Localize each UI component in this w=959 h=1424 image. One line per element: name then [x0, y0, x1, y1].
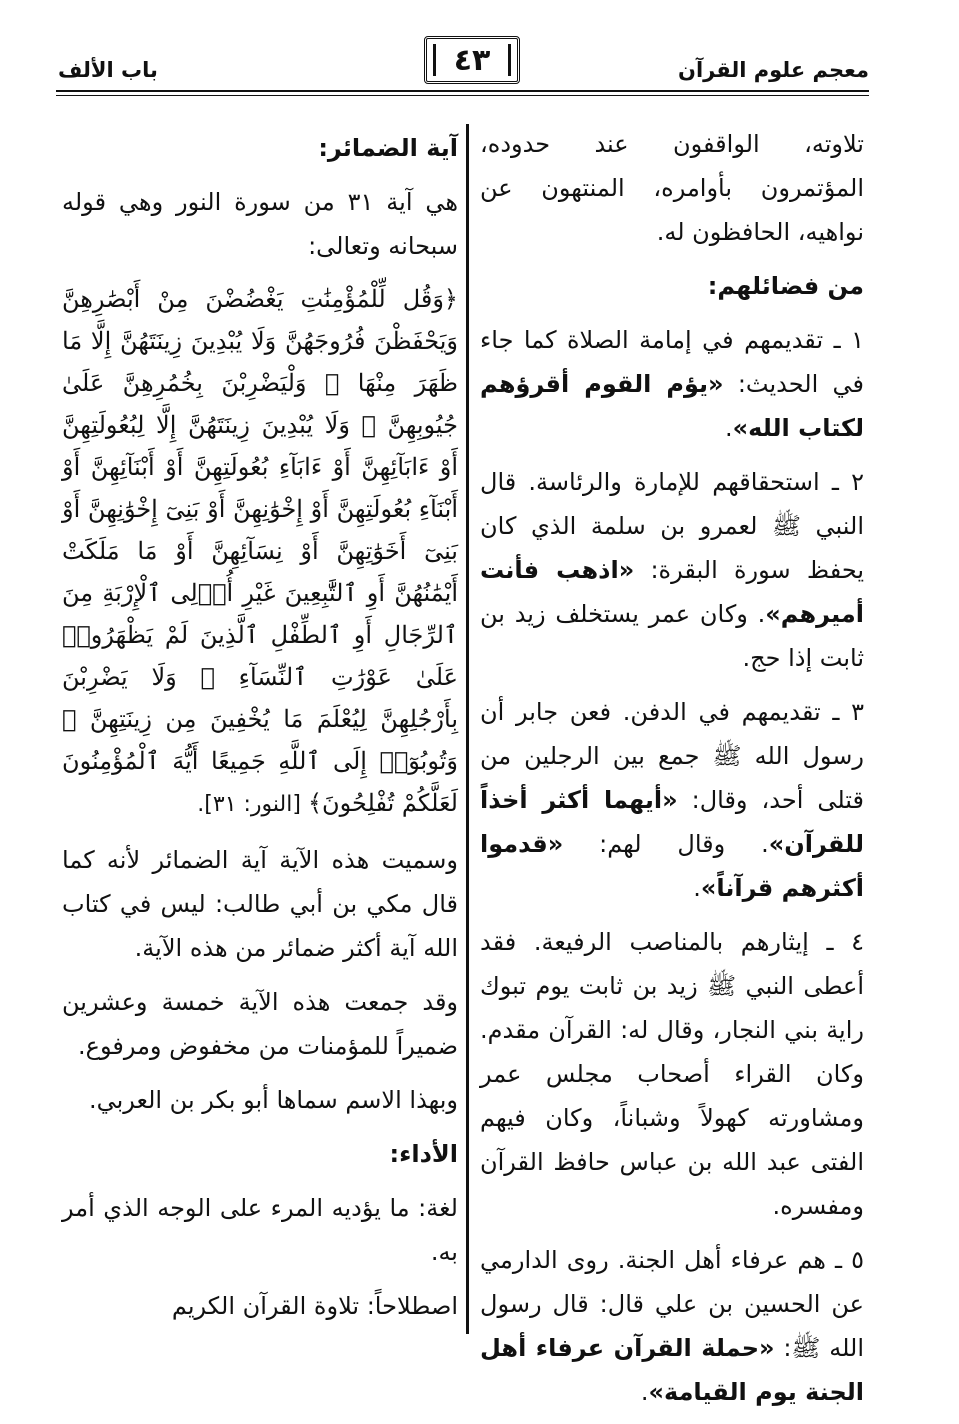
- damaer-intro: هي آية ٣١ من سورة النور وهي قوله سبحانه وتعالى:: [62, 188, 459, 260]
- hadith-quote: «أيهما أكثر أخذاً للقرآن»: [480, 786, 864, 858]
- page-number: ٤٣: [453, 42, 491, 78]
- paragraph-collected: وقد جمعت هذه الآية خمسة وعشرين ضميراً للمؤمنات من مخفوض ومرفوع.: [62, 988, 458, 1060]
- virtue-item-4: ٤ ـ إيثارهم بالمناصب الرفيعة. فقد أعطى النبي ﷺ زيد بن ثابت يوم تبوك راية بني النجار، وقال له: القرآن مقدم. وكان القراء أصحاب مجلس عمر ومشاورته كهولاً وشباناً، وكان فيهم الفتى عبد الله بن عباس حافظ القرآن ومفسره.: [480, 928, 864, 1220]
- virtue-item-5-text: ٥ ـ هم عرفاء أهل الجنة. روى الدارمي عن الحسين بن علي قال: قال رسول الله ﷺ:: [480, 1246, 864, 1362]
- paragraph-naming: وسميت هذه الآية آية الضمائر لأنه كما قال مكي بن أبي طالب: ليس في كتاب الله آية أكثر ضمائر من هذه الآية.: [62, 846, 458, 962]
- header-rule-thin: [56, 95, 869, 96]
- chapter-title: باب الألف: [58, 58, 158, 82]
- virtue-item-1: [480, 318, 864, 450]
- header-rule: [56, 90, 869, 92]
- virtue-item-1-end: .: [725, 414, 733, 442]
- virtue-item-3: [480, 690, 864, 910]
- book-title: معجم علوم القرآن: [678, 58, 869, 82]
- adaa-heading: الأداء:: [389, 1140, 458, 1168]
- hadith-quote: «قدموا أكثرهم قرآناً»: [480, 830, 864, 902]
- virtues-heading: من فضائلهم:: [707, 272, 864, 300]
- verse-text: ﴿وَقُل لِّلْمُؤْمِنَٰتِ يَغْضُضْنَ مِنْ أَبْصَٰرِهِنَّ وَيَحْفَظْنَ فُرُوجَهُنَّ وَلَا يُبْدِينَ زِينَتَهُنَّ إِلَّا مَا ظَهَرَ مِنْهَا ۖ وَلْيَضْرِبْنَ بِخُمُرِهِنَّ عَلَىٰ جُيُوبِهِنَّ ۖ وَلَا يُبْدِينَ زِينَتَهُنَّ إِلَّا لِبُعُولَتِهِنَّ أَوْ ءَابَآئِهِنَّ أَوْ ءَابَآءِ بُعُولَتِهِنَّ أَوْ أَبْنَآئِهِنَّ أَوْ أَبْنَآءِ بُعُولَتِهِنَّ أَوْ إِخْوَٰنِهِنَّ أَوْ بَنِىٓ إِخْوَٰنِهِنَّ أَوْ بَنِىٓ أَخَوَٰتِهِنَّ أَوْ نِسَآئِهِنَّ أَوْ مَا مَلَكَتْ أَيْمَٰنُهُنَّ أَوِ ٱلتَّٰبِعِينَ غَيْرِ أُو۟لِى ٱلْإِرْبَةِ مِنَ ٱلرِّجَالِ أَوِ ٱلطِّفْلِ ٱلَّذِينَ لَمْ يَظْهَرُوا۟ عَلَىٰ عَوْرَٰتِ ٱلنِّسَآءِ ۖ وَلَا يَضْرِبْنَ بِأَرْجُلِهِنَّ لِيُعْلَمَ مَا يُخْفِينَ مِن زِينَتِهِنَّ ۚ وَتُوبُوٓا۟ إِلَى ٱللَّهِ جَمِيعًا أَيُّهَ ٱلْمُؤْمِنُونَ لَعَلَّكُمْ تُفْلِحُونَ﴾: [62, 285, 458, 817]
- hadith-quote: «اذهب فأنت أميرهم»: [480, 556, 864, 628]
- quran-verse: [62, 278, 458, 826]
- virtue-item-5-end: .: [640, 1378, 649, 1406]
- virtue-item-3-end: .: [693, 874, 701, 902]
- verse-reference: [النور: ٣١].: [197, 792, 308, 817]
- page-number-frame: [424, 36, 520, 84]
- adaa-technical: اصطلاحاً: تلاوة القرآن الكريم: [171, 1292, 458, 1320]
- hadith-quote: «حملة القرآن عرفاء أهل الجنة يوم القيامة»: [480, 1334, 864, 1406]
- virtue-item-1-text: ١ ـ تقديمهم في إمامة الصلاة كما جاء في الحديث:: [480, 326, 864, 398]
- paragraph-intro: تلاوته، الواقفون عند حدوده، المؤتمرون بأوامره، المنتهون عن نواهيه، الحافظون له.: [480, 130, 864, 246]
- virtue-item-2-text: ٢ ـ استحقاقهم للإمارة والرئاسة. قال النبي ﷺ لعمرو بن سلمة الذي كان يحفظ سورة البقرة:: [480, 468, 864, 584]
- left-column: [62, 122, 458, 1338]
- virtue-item-2: [480, 460, 864, 680]
- virtue-item-2-end: . وكان عمر يستخلف زيد بن ثابت إذا حج.: [480, 600, 864, 672]
- adaa-linguistic: لغة: ما يؤديه المرء على الوجه الذي أمر به.: [62, 1194, 458, 1266]
- hadith-quote: «يؤم القوم أقرؤهم لكتاب الله»: [480, 370, 864, 442]
- virtue-item-3-mid: . وقال لهم:: [563, 830, 769, 858]
- virtue-item-3-text: ٣ ـ تقديمهم في الدفن. فعن جابر أن رسول الله ﷺ جمع بين الرجلين من قتلى أحد، وقال:: [480, 698, 865, 814]
- right-column: [480, 122, 864, 1424]
- damaer-heading: آية الضمائر:: [318, 134, 458, 162]
- virtue-item-5: [480, 1238, 864, 1414]
- paragraph-named-by: وبهذا الاسم سماها أبو بكر بن العربي.: [88, 1086, 458, 1114]
- column-divider: [466, 124, 469, 1334]
